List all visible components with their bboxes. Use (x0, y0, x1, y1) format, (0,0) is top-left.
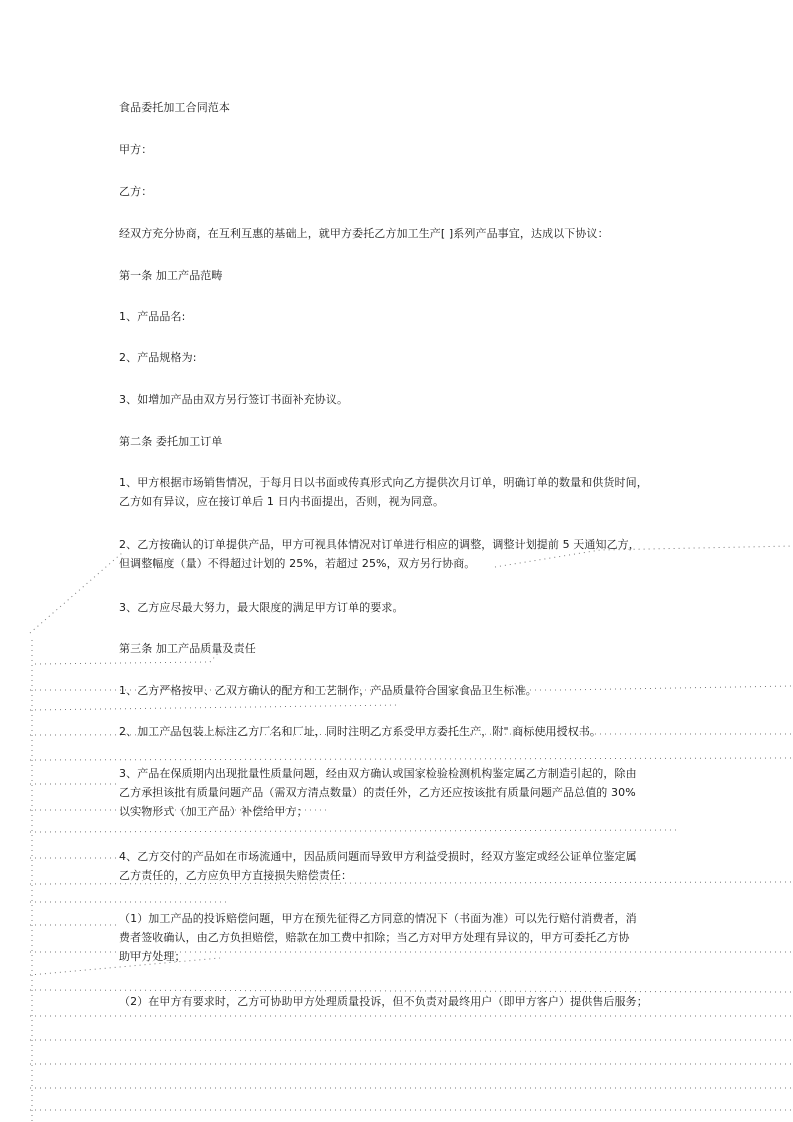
intro-paragraph: 经双方充分协商，在互利互惠的基础上，就甲方委托乙方加工生产[ ]系列产品事宜，达成以下协议： (119, 227, 609, 240)
article3-heading: 第三条 加工产品质量及责任 (119, 642, 256, 655)
article2-item-1 (119, 473, 679, 511)
article2-heading: 第二条 委托加工订单 (119, 435, 223, 448)
article3-item-6 (119, 992, 679, 1011)
line: （2）在甲方有要求时，乙方可协助甲方处理质量投诉，但不负责对最终用户（即甲方客户）提供售后服务； (119, 995, 648, 1008)
line: 1、乙方严格按甲、乙双方确认的配方和工艺制作，产品质量符合国家食品卫生标准。 (119, 684, 537, 697)
line: 助甲方处理； (119, 950, 186, 963)
line: 3、产品在保质期内出现批量性质量问题，经由双方确认或国家检验检测机构鉴定属乙方制造引起的，除由 (119, 767, 637, 780)
line: 2、乙方按确认的订单提供产品，甲方可视具体情况对订单进行相应的调整，调整计划提前 5 天通知乙方， (119, 538, 640, 551)
line: 4、乙方交付的产品如在市场流通中，因品质问题而导致甲方利益受损时，经双方鉴定或经公证单位鉴定属 (119, 850, 637, 863)
article3-item-4 (119, 847, 679, 885)
line: 但调整幅度（量）不得超过计划的 25%，若超过 25%，双方另行协商。 (119, 557, 476, 570)
article1-heading: 第一条 加工产品范畴 (119, 269, 223, 282)
line: 1、甲方根据市场销售情况，于每月日以书面或传真形式向乙方提供次月订单，明确订单的数量和供货时间， (119, 476, 648, 489)
document-title: 食品委托加工合同范本 (119, 101, 230, 114)
line: 以实物形式（加工产品）补偿给甲方； (119, 805, 308, 818)
line: 3、乙方应尽最大努力，最大限度的满足甲方订单的要求。 (119, 601, 404, 614)
line: 乙方如有异议，应在接订单后 1 日内书面提出，否则，视为同意。 (119, 495, 445, 508)
line: 乙方责任的，乙方应负甲方直接损失赔偿责任： (119, 869, 353, 882)
line: 2、加工产品包装上标注乙方厂名和厂址，同时注明乙方系受甲方委托生产，附" 商标使用授权书。 (119, 725, 602, 738)
line: （1）加工产品的投诉赔偿问题，甲方在预先征得乙方同意的情况下（书面为准）可以先行赔付消费者，消 (119, 912, 637, 925)
article2-item-3 (119, 598, 679, 617)
article3-item-5 (119, 909, 679, 966)
article2-item-2 (119, 535, 679, 573)
article3-item-1 (119, 681, 679, 700)
article3-item-2 (119, 722, 679, 741)
article1-item-3: 3、如增加产品由双方另行签订书面补充协议。 (119, 393, 349, 406)
party-a-label: 甲方： (119, 143, 153, 156)
line: 费者签收确认，由乙方负担赔偿，赔款在加工费中扣除；当乙方对甲方处理有异议的，甲方可委托乙方协 (119, 931, 630, 944)
party-b-label: 乙方： (119, 185, 153, 198)
article1-item-1: 1、产品品名: (119, 310, 186, 323)
line: 乙方承担该批有质量问题产品（需双方清点数量）的责任外，乙方还应按该批有质量问题产品总值的 30% (119, 786, 636, 799)
article3-item-3 (119, 764, 679, 821)
article1-item-2: 2、产品规格为: (119, 351, 197, 364)
